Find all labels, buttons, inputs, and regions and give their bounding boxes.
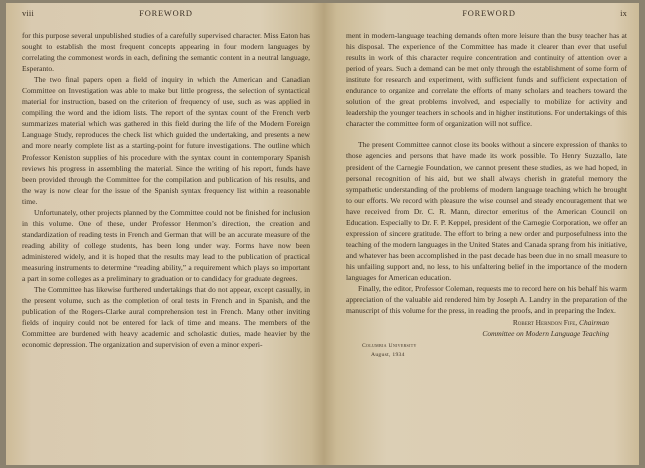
paragraph: ment in modern-language teaching demands often more leisure than the busy teacher has at his disposal. The experience of the Committee has made it clearer than ever that useful results in work of this character require concentration and continuity of attention over a period of years. Such a demand can be met only through the establishment of some form of institute for research and experiment, with sufficient funds and sufficient expectation of endurance to organize and correlate the efforts of many scholars and teachers toward the solution of the great problems involved, and especially to mobilize for activity and leadership the younger teachers in schools and in higher institutions. For undertakings of this character the committee form of organization will not suffice. bbox=[346, 31, 627, 129]
signature bbox=[346, 317, 627, 339]
running-head: FOREWORD bbox=[139, 9, 193, 18]
committee-name: Committee on Modern Language Teaching bbox=[482, 329, 609, 339]
paragraph: The Committee has likewise furthered undertakings that do not appear, except casually, in the present volume, such as the completion of oral tests in French and in Spanish, and the publication of the Rogers-Clarke aural comprehension test in French. Many other inviting fields of inquiry could not be entered for lack of time and means. The members of the Committee are burdened with heavy academic and scholastic duties, made heavier by the economic depression. The organization and supervision of even a minor experi- bbox=[22, 285, 310, 350]
body-text bbox=[346, 30, 627, 316]
place: Columbia University bbox=[362, 343, 417, 350]
page-number: ix bbox=[620, 9, 627, 18]
running-head: FOREWORD bbox=[462, 9, 516, 18]
signatory-name: Robert Herndon Fife, bbox=[512, 318, 578, 328]
left-page bbox=[6, 3, 324, 465]
date: August, 1934 bbox=[371, 352, 405, 359]
paragraph: Finally, the editor, Professor Coleman, requests me to record here on his behalf his warm appreciation of the valuable aid rendered him by Joseph A. Landry in the preparation of the manuscript of this volume for the press, in reading the proofs, and in preparing the Index. bbox=[346, 284, 627, 316]
body-text bbox=[22, 30, 310, 350]
paragraph: Unfortunately, other projects planned by the Committee could not be finished for inclusion in this volume. One of these, under Professor Henmon’s direction, the creation and standardization of reading tests in French and German that will be an accurate measure of the reading ability of college students, has been long under way. Forms have now been administered widely, and it is hoped that the results may lead to the publication of practical measuring instruments to determine “reading ability,” a requirement which plays so important a part in some colleges as a preliminary to graduation or to candidacy for graduate degrees. bbox=[22, 207, 310, 284]
page-header bbox=[346, 9, 627, 23]
right-page bbox=[324, 3, 639, 465]
place-date bbox=[346, 342, 627, 360]
signatory-role: Chairman bbox=[579, 318, 609, 328]
book-spread bbox=[6, 3, 639, 465]
paragraph: The present Committee cannot close its books without a sincere expression of thanks to those agencies and persons that have made its work possible. To Henry Suzzallo, late president of the Carnegie Foundation, we cannot present these studies, as we had hoped, in personal recognition of his aid, but we shall always cherish in grateful memory the sympathetic understanding of the problems of modern language teaching which he brought to our efforts. We record with pleasure the wise counsel and steady encouragement that we have received from Dr. C. R. Mann, director emeritus of the American Council on Education. Especially to Dr. F. P. Keppel, president of the Carnegie Corporation, we offer an expression of sincere gratitude. The effort to bring a new order and purposefulness into the teaching of the modern languages in the United States and Canada sprang from his initiative, and whatever has been accomplished in the past decade has been due in no small measure to his unfailing support and, no less, to his unfaltering belief in the importance of the modern languages for American education. bbox=[346, 140, 627, 282]
paragraph: for this purpose several unpublished studies of a carefully supervised character. Miss Eaton has sought to establish the most frequent concepts appearing in four modern languages by correlating the commonest words in each, defining the semantic content in a neutral language, Esperanto. bbox=[22, 31, 310, 74]
paragraph: The two final papers open a field of inquiry in which the American and Canadian Committee on Investigation was able to make but little progress, the selection of syntactical material for instruction, based on the criterion of frequency of use, such as was applied in compiling the word and the idiom lists. The report of the syntax count of the French verb summarizes material which was gathered in this field during the life of the Modern Foreign Language Study, reproduces the check list which guided the undertaking, and presents a new and more nearly complete list as a starting-point for future investigations. The outline which Professor Keniston supplies of his procedure with the syntax count in contemporary Spanish reviews his progress in assembling the material. Since the writing of his report, funds have been provided through the Committee for the compilation and publication of his results, and the way is now clear for the issue of the Spanish syntax frequency list within a reasonable time. bbox=[22, 75, 310, 206]
page-header bbox=[22, 9, 310, 23]
page-number: viii bbox=[22, 9, 34, 18]
